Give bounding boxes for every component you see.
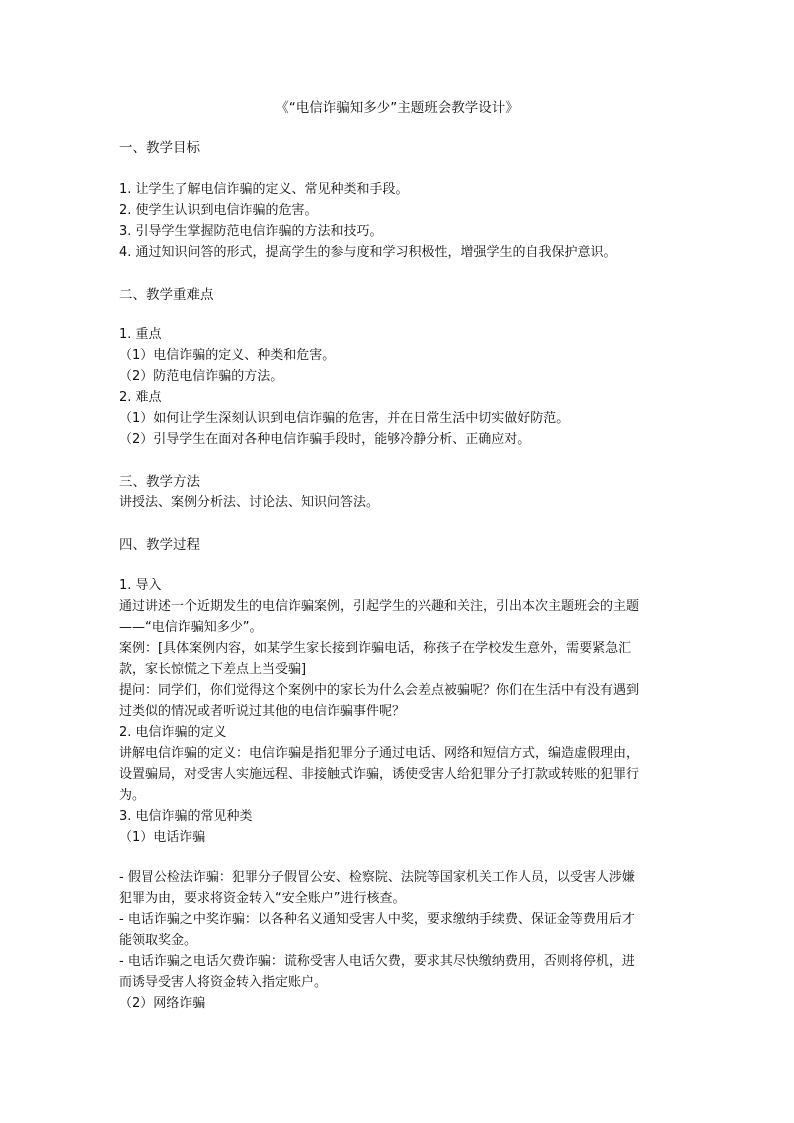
objective-item-4: 4. 通过知识问答的形式，提高学生的参与度和学习积极性，增强学生的自我保护意识。 [119,245,617,260]
process-types-label: 3. 电信诈骗的常见种类 [119,809,253,824]
difficult-point-item-1: （1）如何让学生深刻认识到电信诈骗的危害，并在日常生活中切实做好防范。 [119,411,570,426]
key-point-item-2: （2）防范电信诈骗的方法。 [119,369,284,384]
process-intro-line-3: 案例：[具体案例内容，如某学生家长接到诈骗电话，称孩子在学校发生意外，需要紧急汇 [119,641,632,656]
phone-fraud-line-2: 犯罪为由，要求将资金转入“安全账户”进行核查。 [119,891,406,906]
process-definition-line-1: 讲解电信诈骗的定义：电信诈骗是指犯罪分子通过电话、网络和短信方式，编造虚假理由， [119,746,640,761]
methods-text: 讲授法、案例分析法、讨论法、知识问答法。 [119,495,380,510]
process-definition-line-3: 为。 [119,788,146,803]
phone-fraud-line-3: - 电话诈骗之中奖诈骗：以各种名义通知受害人中奖，要求缴纳手续费、保证金等费用后才 [119,912,635,927]
section-heading-objectives: 一、教学目标 [119,140,200,156]
process-intro-line-1: 通过讲述一个近期发生的电信诈骗案例，引起学生的兴趣和关注，引出本次主题班会的主题 [119,599,640,614]
process-definition-label: 2. 电信诈骗的定义 [119,725,227,740]
process-intro-line-6: 过类似的情况或者听说过其他的电信诈骗事件呢？ [119,704,406,719]
process-definition-line-2: 设置骗局，对受害人实施远程、非接触式诈骗，诱使受害人给犯罪分子打款或转账的犯罪行 [119,767,640,782]
process-intro-label: 1. 导入 [119,578,162,593]
process-intro-line-5: 提问：同学们，你们觉得这个案例中的家长为什么会差点被骗呢？你们在生活中有没有遇到 [119,683,640,698]
section-heading-methods: 三、教学方法 [119,474,200,490]
process-intro-line-2: ——“电信诈骗知多少”。 [119,620,263,635]
process-phone-fraud-label: （1）电话诈骗 [119,830,206,845]
phone-fraud-line-4: 能领取奖金。 [119,933,198,948]
difficult-points-label: 2. 难点 [119,390,162,405]
process-network-fraud-label: （2）网络诈骗 [119,996,206,1011]
phone-fraud-line-5: - 电话诈骗之电话欠费诈骗：谎称受害人电话欠费，要求其尽快缴纳费用，否则将停机，进 [119,954,635,969]
phone-fraud-line-6: 而诱导受害人将资金转入指定账户。 [119,975,328,990]
objective-item-2: 2. 使学生认识到电信诈骗的危害。 [119,203,318,218]
process-intro-line-4: 款，家长惊慌之下差点上当受骗] [119,662,307,677]
key-points-label: 1. 重点 [119,327,162,342]
document-title: 《“电信诈骗知多少”主题班会教学设计》 [275,100,519,116]
phone-fraud-line-1: - 假冒公检法诈骗：犯罪分子假冒公安、检察院、法院等国家机关工作人员，以受害人涉嫌 [119,870,635,885]
objective-item-3: 3. 引导学生掌握防范电信诈骗的方法和技巧。 [119,224,383,239]
difficult-point-item-2: （2）引导学生在面对各种电信诈骗手段时，能够冷静分析、正确应对。 [119,432,531,447]
section-heading-process: 四、教学过程 [119,537,200,553]
objective-item-1: 1. 让学生了解电信诈骗的定义、常见种类和手段。 [119,182,409,197]
section-heading-key-points: 二、教学重难点 [119,287,214,303]
key-point-item-1: （1）电信诈骗的定义、种类和危害。 [119,348,336,363]
